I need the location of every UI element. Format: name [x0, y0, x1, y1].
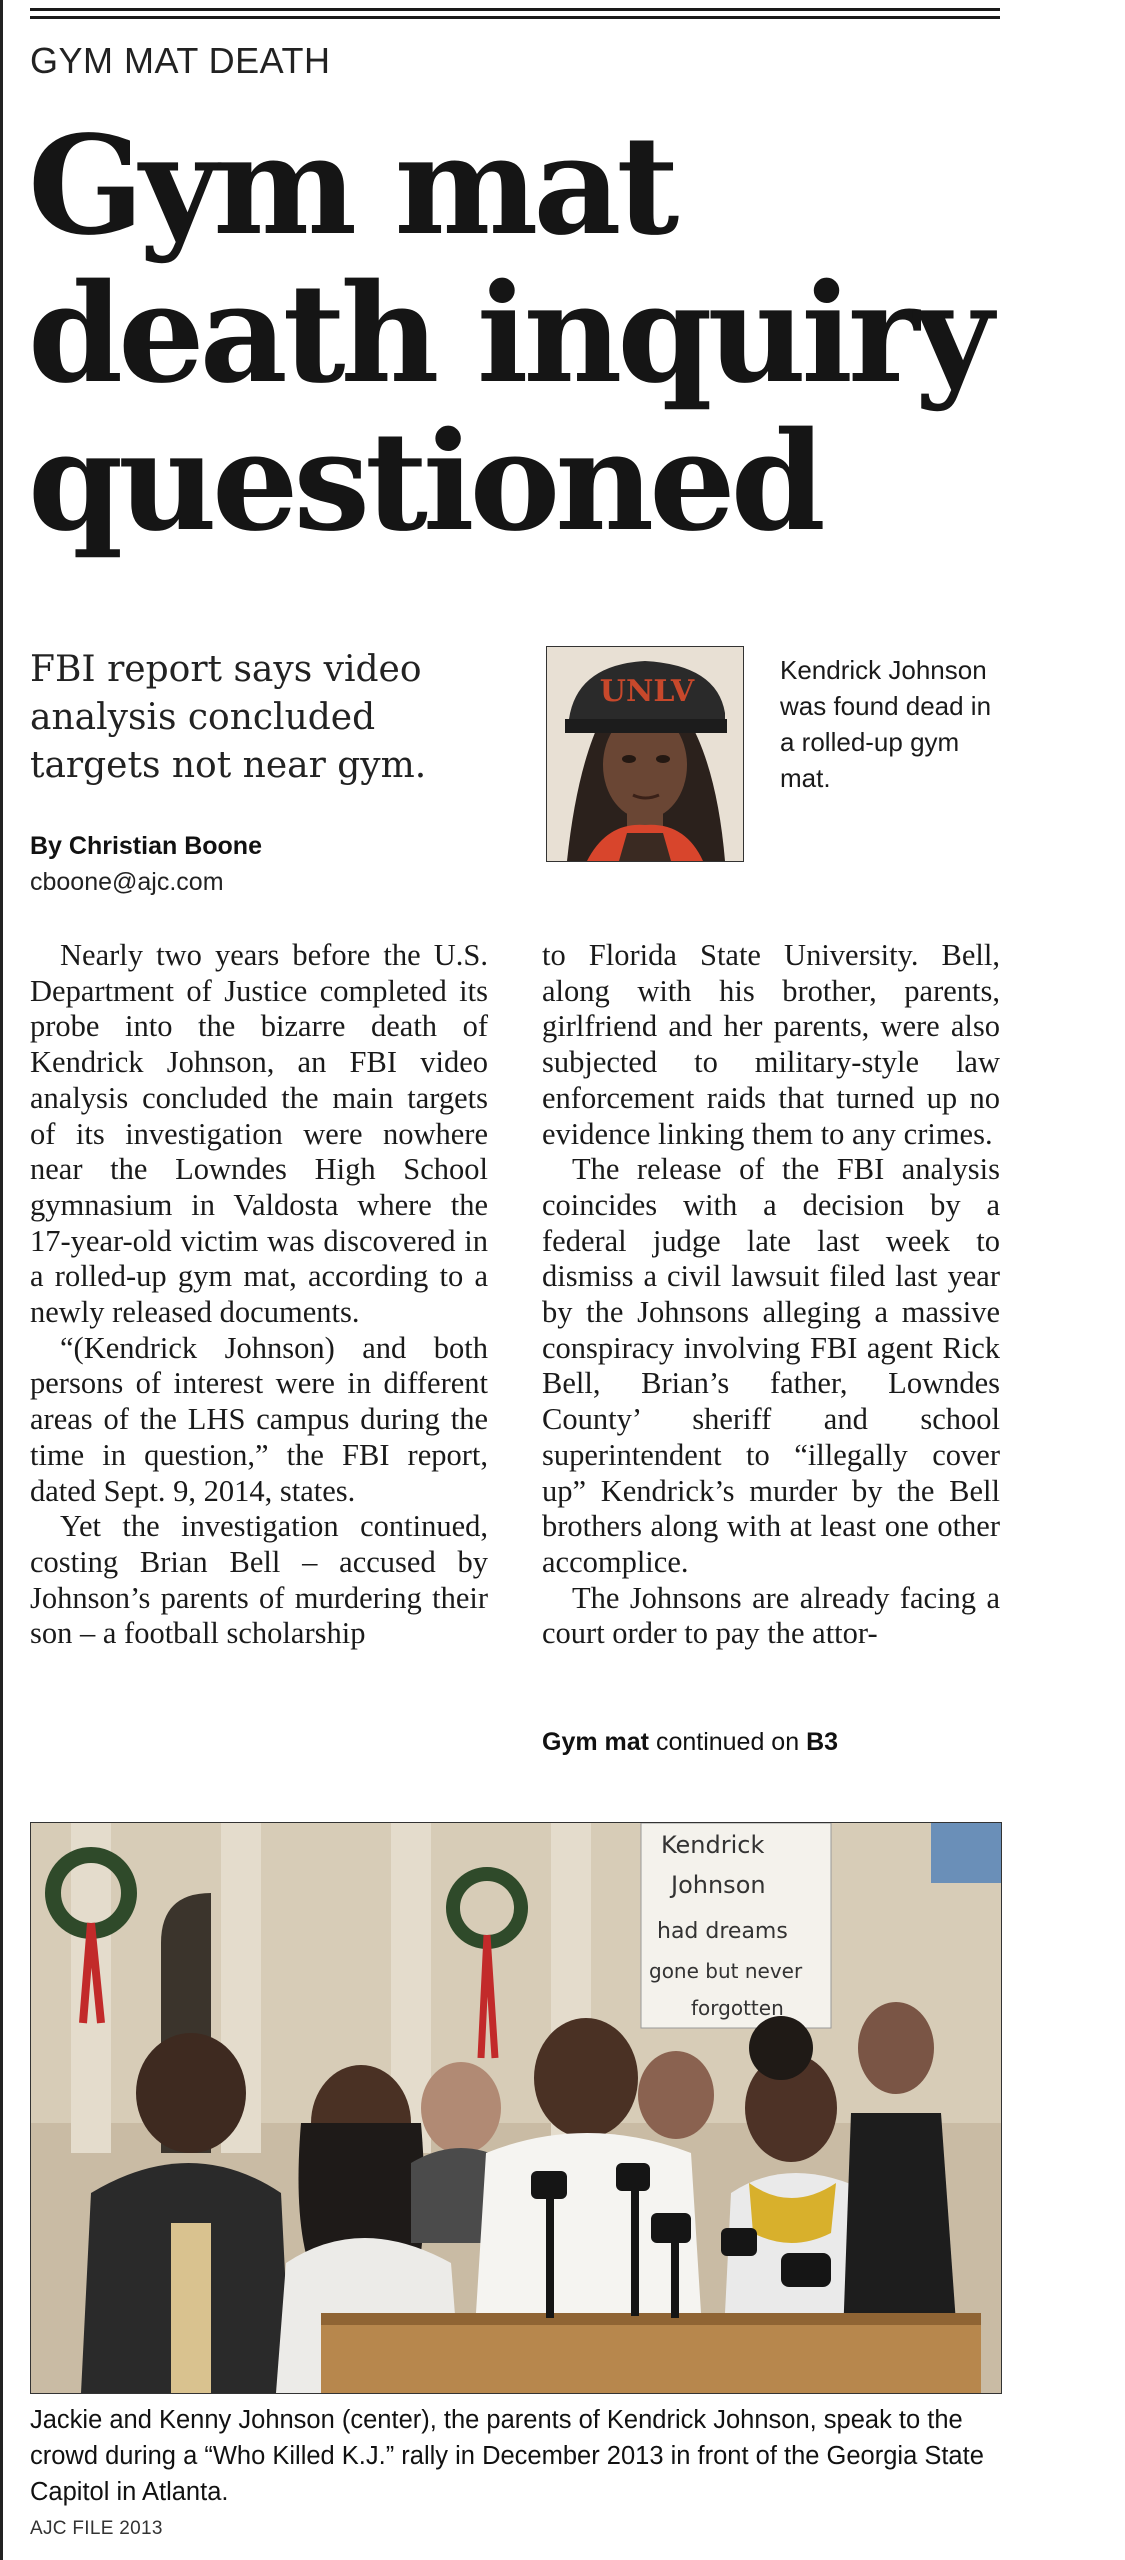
photo-credit: AJC FILE 2013 — [30, 2518, 163, 2539]
jump-line[interactable] — [542, 1728, 838, 1757]
paragraph: “(Kendrick Johnson) and both persons of interest were in different areas of the LHS campus during the time in question,” the FBI report, dated Sept. 9, 2014, states. — [30, 1330, 488, 1508]
photo-caption: Jackie and Kenny Johnson (center), the parents of Kendrick Johnson, speak to the crowd during a “Who Killed K.J.” rally in December 2013 in front of the Georgia State Capitol in Atlanta. — [30, 2406, 984, 2506]
mug-caption: Kendrick Johnson was found dead in a rolled-up gym mat. — [780, 655, 992, 793]
author-email[interactable]: cboone@ajc.com — [30, 868, 224, 896]
headline: Gym mat death inquiry questioned — [28, 106, 989, 562]
body-column-2 — [542, 938, 1000, 1652]
svg-text:Johnson: Johnson — [671, 1871, 766, 1899]
svg-text:Kendrick: Kendrick — [661, 1831, 765, 1859]
svg-text:had dreams: had dreams — [657, 1919, 788, 1944]
paragraph: Nearly two years before the U.S. Department of Justice completed its probe into the bizarre death of Kendrick Johnson, an FBI video analysis concluded the main targets of its investigation were nowhere near the Lowndes High School gymnasium in Valdosta where the 17-year-old victim was discovered in a rolled-up gym mat, according to a newly released documents. — [30, 938, 488, 1330]
paragraph: Yet the investigation continued, costing Brian Bell – accused by Johnson’s parents of murdering their son – a football scholarship — [30, 1509, 488, 1651]
deck: FBI report says video analysis concluded targets not near gym. — [30, 649, 427, 786]
paragraph: The release of the FBI analysis coincides with a decision by a federal judge late last week to dismiss a civil lawsuit filed last year by the Johnsons alleging a massive conspiracy involving FBI agent Rick Bell, Brian’s father, Lowndes County’ sheriff and school superintendent to “illegally cover up” Kendrick’s murder by the Bell brothers along with at least one other accomplice. — [542, 1152, 1000, 1579]
page-edge-rule — [0, 0, 3, 2560]
hat-logo: UNLV — [599, 674, 695, 709]
paragraph: to Florida State University. Bell, along with his brother, parents, girlfriend and her parents, were also subjected to military-style law enforcement raids that turned up no evidence linking them to any crimes. — [542, 938, 1000, 1151]
rally-sign — [641, 1823, 831, 2028]
svg-text:gone but never: gone but never — [649, 1959, 803, 1983]
rally-illustration — [31, 1823, 1001, 2393]
mug-photo — [546, 646, 744, 862]
top-rule-secondary — [30, 16, 1000, 19]
top-rule — [30, 8, 1000, 11]
jump-keyword: Gym mat — [542, 1728, 649, 1756]
rally-photo — [30, 1822, 1002, 2394]
section-kicker: GYM MAT DEATH — [30, 40, 331, 81]
body-column-1 — [30, 938, 488, 1652]
jump-text: continued on — [655, 1728, 800, 1756]
svg-text:forgotten: forgotten — [691, 1996, 784, 2020]
portrait-illustration — [547, 647, 743, 861]
paragraph: The Johnsons are already facing a court order to pay the attor- — [542, 1580, 1000, 1651]
jump-page[interactable]: B3 — [806, 1728, 839, 1756]
byline: By Christian Boone — [30, 832, 262, 860]
